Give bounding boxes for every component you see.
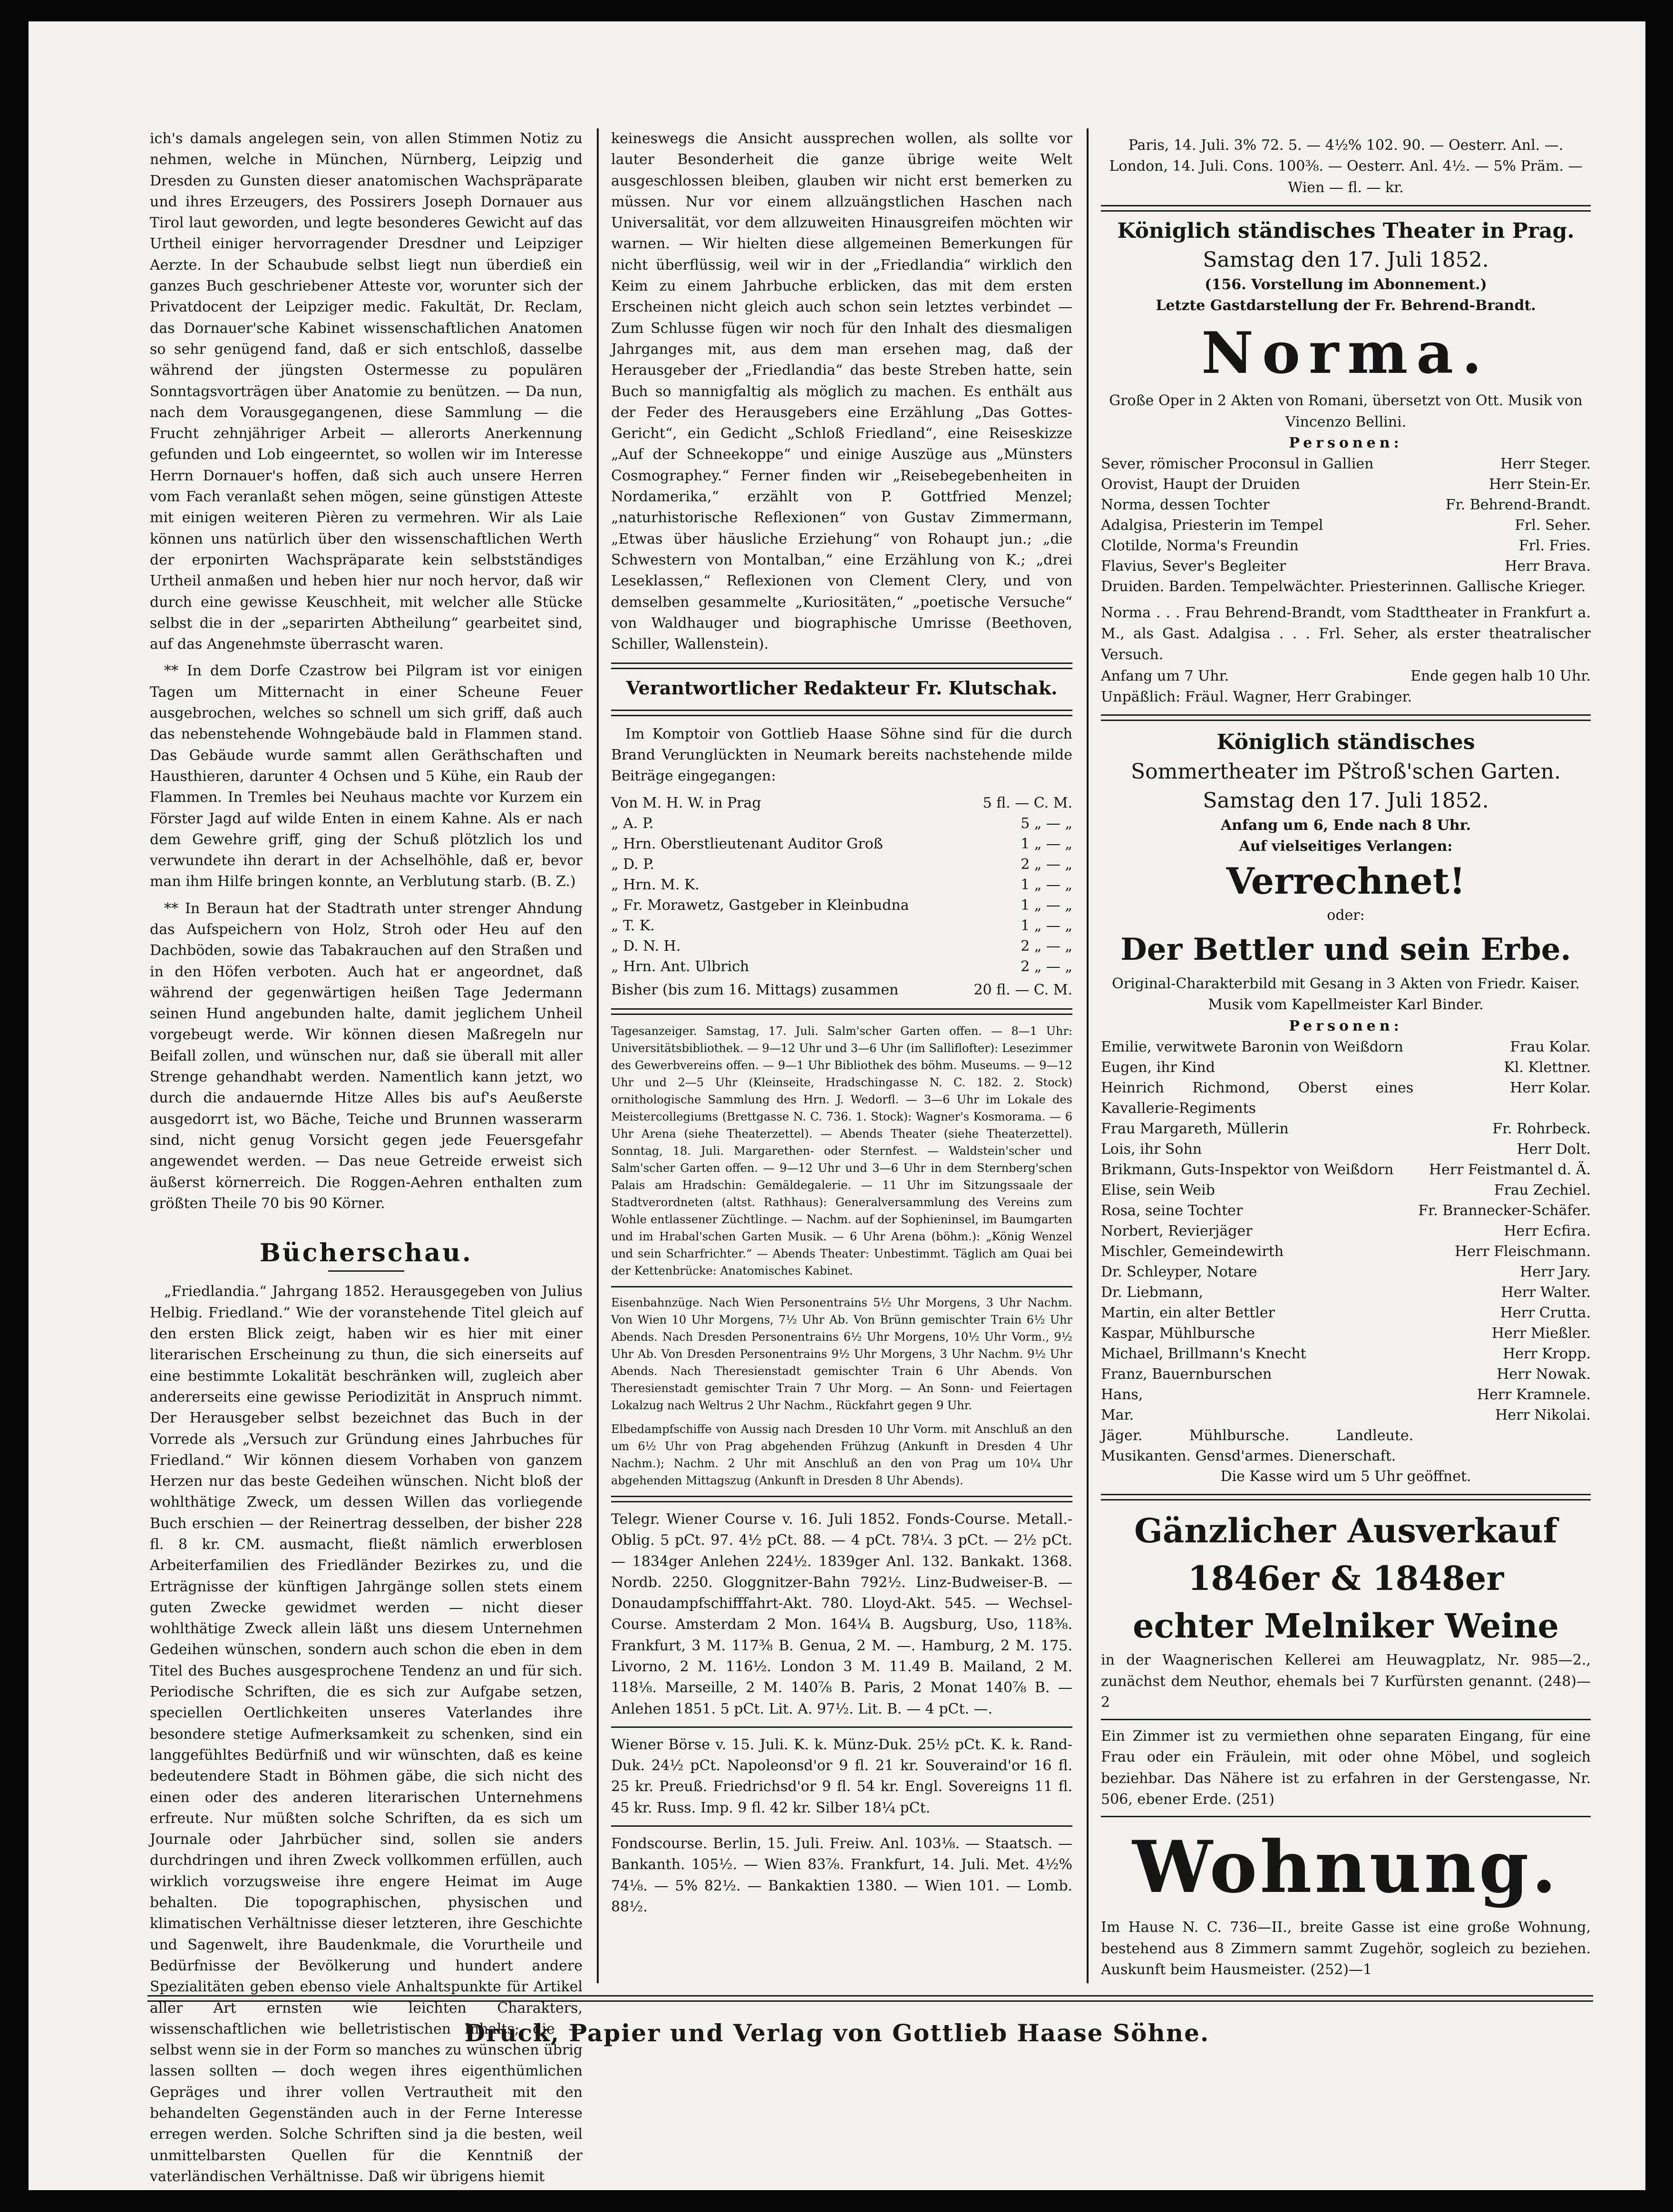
times: Anfang um 6, Ende nach 8 Uhr. [1220,817,1471,834]
cast-row: Dr. Schleyper, Notare Herr Jary. [1101,1263,1591,1280]
cast-row: Norma, dessen Tochter Fr. Behrend-Brandt. [1101,497,1591,514]
request-note: Auf vielseitiges Verlangen: [1239,838,1453,855]
daily-notices: Tagesanzeiger. Samstag, 17. Juli. Salm'scher Garten offen. — 8—1 Uhr: Universitätsbibliothek. — 9—12 Uhr und 3—6 Uhr (im Salliflofter): Lesezimmer des Gewerbvereins offen. — 9—1 Uhr Bibliothek des böhm. Museums. — 9—12 Uhr und 2—5 Uhr (Kleinseite, Hradschingasse N. C. 182. 2. Stock) ornithologische Sammlung des Hrn. J. Wedorfl. — 3—6 Uhr im Lokale des Meistercollegiums (Brettgasse N. C. 736. 1. Stock): Wagner's Kosmorama. — 6 Uhr Arena (siehe Theaterzettel). — Abends Theater (siehe Theaterzettel). Sonntag, 18. Juli. Margarethen- oder Sternfest. — Waldstein'scher und Salm'scher Garten offen. — 9—12 Uhr und 3—6 Uhr in dem Sternberg'schen Palais am Hradschin: Gemäldegalerie. — 11 Uhr im Sitzungssaale der Stadtverordneten (altst. Rathhaus): Generalversammlung des Vereins zum Wohle entlassener Züchtlinge. — Nachm. auf der Sophieninsel, im Baumgarten und im Hrabal'schen Garten Musik. — 6 Uhr Arena (böhm.): „König Wenzel und sein Scharfrichter.“ — Abends Theater: Unbestimmt. Täglich am Quai bei der Kettenbrücke: Anatomisches Kabinet. [611,1024,1072,1277]
cast-row: Flavius, Sever's Begleiter Herr Brava. [1101,558,1591,575]
donation-row: „ Hrn. Ant. Ulbrich 2 „ — „ [611,958,1072,975]
foreign-exchange: Paris, 14. Juli. 3% 72. 5. — 4½% 102. 90. — Oesterr. Anl. —. London, 14. Juli. Cons. 100⅜. — Oesterr. Anl. 4½. — 5% Präm. — Wien — fl. — kr. [1109,137,1583,196]
guest-info: Norma . . . Frau Behrend-Brandt, vom Stadttheater in Frankfurt a. M., als Gast. Adalgisa . . . Frl. Seher, als erster theatralischer Versuch. [1101,604,1591,663]
cast-list [1101,454,1591,576]
performance-date-2: Samstag den 17. Juli 1852. [1203,789,1489,813]
rule [1101,1494,1591,1501]
theater-name-2: Königlich ständisches [1216,730,1475,755]
cast-row: Sever, römischer Proconsul in Gallien Herr Steger. [1101,456,1591,473]
rule [611,1008,1072,1015]
theater-name: Königlich ständisches Theater in Prag. [1117,218,1575,243]
donation-row: „ Hrn. M. K. 1 „ — „ [611,876,1072,893]
vienna-exchange: Wiener Börse v. 15. Juli. K. k. Münz-Duk. 25½ pCt. K. k. Rand-Duk. 24½ pCt. Napoleonsd'or 9 fl. 21 kr. Souveraind'or 16 fl. 25 kr. Preuß. Friedrichsd'or 9 fl. 54 kr. Engl. Sovereigns 11 fl. 45 kr. Russ. Imp. 9 fl. 42 kr. Silber 18¼ pCt. [611,1736,1072,1816]
article-continued: keineswegs die Ansicht aussprechen wollen, als sollte vor lauter Besonderheit die ganze übrige weite Welt ausgeschlossen bleiben, glauben wir nicht erst bemerken zu müssen. Nur vor einem allzuängstlichen Haschen nach Universalität, vor dem allzuweiten Hinausgreifen möchten wir warnen. — Wir hielten diese allgemeinen Bemerkungen für nicht überflüssig, weil wir in der „Friedlandia“ wirklich den Keim zu einem Jahrbuche erblicken, das mit dem ersten Erscheinen nicht gleich auch schon sein letztes verbindet — Zum Schlusse fügen wir noch für den Inhalt des diesmaligen Jahrganges mit, aus dem man ersehen mag, daß der Herausgeber der „Friedlandia“ das beste Streben hatte, sein Buch so mannigfaltig als möglich zu machen. Es enthält aus der Feder des Herausgebers eine Erzählung „Das Gottes-Gericht“, ein Gedicht „Schloß Friedland“, eine Reiseskizze „Auf der Schneekoppe“ und einige Auszüge aus „Münsters Cosmographey.“ Ferner finden wir „Reisebegebenheiten in Nordamerika,“ erzählt von P. Gottfried Menzel; „naturhistorische Reflexionen“ von Gustav Zimmermann, „Etwas über häusliche Erziehung“ von Rohaupt jun.; „die Schwestern von Montalban,“ eine Erzählung von K.; „drei Leseklassen,“ Reflexionen von Clement Clery, und von demselben gesammelte „Kuriositäten,“ „poetische Versuche“ von Waldhauger und biographische Umrisse (Beethoven, Schiller, Wallenstein). [611,130,1072,653]
rule [611,1286,1072,1287]
editor-line: Verantwortlicher Redakteur Fr. Klutschak. [626,677,1058,699]
news-item: ** In Beraun hat der Stadtrath unter strenger Ahndung das Aufspeichern von Holz, Stroh oder Heu auf den Dachböden, sowie das Tabakrauchen auf den Straßen und in den Höfen verboten. Auch hat er angeordnet, daß während der gegenwärtigen heißen Tage Jedermann seinen Hund angebunden halte, damit jeglichem Unheil vorgebeugt werde. Wir können diesen Maßregeln nur Beifall zollen, und wünschen nur, daß sie überall mit aller Strenge gehandhabt werden. Namentlich kann jetzt, wo durch die andauernde Hitze Alles bis auf's Aeußerste ausgedorrt ist, wo Bäche, Teiche und Brunnen wasserarm sind, nicht genug Vorsicht gegen jede Feuersgefahr angewendet werden. — Das neue Getreide erweist sich äußerst körnerreich. Die Roggen-Aehren enthalten zum größten Theile 70 bis 90 Körner. [150,900,583,1212]
performance-date: Samstag den 17. Juli 1852. [1203,247,1489,272]
start-end-times: Anfang um 7 Uhr. Ende gegen halb 10 Uhr. [1101,667,1591,684]
donation-row: „ Fr. Morawetz, Gastgeber in Kleinbudna 1 „ — „ [611,896,1072,914]
cast-row: Jäger. Mühlbursche. Landleute. Musikanten. Gensd'armes. Dienerschaft. [1101,1427,1414,1464]
cast-row: Frau Margareth, Müllerin Fr. Rohrbeck. [1101,1120,1591,1137]
sick-note: Unpäßlich: Fräul. Wagner, Herr Grabinger. [1101,688,1412,705]
column-rule-2 [1087,128,1089,1983]
right-column [1101,128,1591,1980]
cast-row: Brikmann, Guts-Inspektor von Weißdorn Herr Feistmantel d. Ä. [1101,1161,1591,1178]
newspaper-page [29,21,1645,2190]
rule [611,1825,1072,1827]
cast-extra: Druiden. Barden. Tempelwächter. Priesterinnen. Gallische Krieger. [1101,578,1586,595]
donation-row: „ D. N. H. 2 „ — „ [611,937,1072,955]
cast-row: Lois, ihr Sohn Herr Dolt. [1101,1140,1591,1158]
play-title: Norma. [1201,320,1490,387]
rule [1101,1719,1591,1720]
apartment-text: Im Hause N. C. 736—II., breite Gasse ist eine große Wohnung, bestehend aus 8 Zimmern sammt Zugehör, sogleich zu beziehen. Auskunft beim Hausmeister. (252)—1 [1101,1919,1591,1978]
cast-heading: Personen: [1289,435,1403,452]
heading-rule [328,1270,404,1272]
play-subtitle: Große Oper in 2 Akten von Romani, übersetzt von Ott. Musik von Vincenzo Bellini. [1109,392,1583,430]
cast-row: Emilie, verwitwete Baronin von Weißdorn Frau Kolar. [1101,1038,1591,1055]
book-review: „Friedlandia.“ Jahrgang 1852. Herausgegeben von Julius Helbig. Friedland.“ Wie der voranstehende Titel gleich auf den ersten Blick zeigt, haben wir es hier mit einer literarischen Erscheinung zu thun, die sich einerseits auf eine bestimmte Lokalität beschränken will, zugleich aber andererseits eine gewisse Periodizität in Anspruch nimmt. Der Herausgeber selbst bezeichnet das Buch in der Vorrede als „Versuch zur Gründung eines Jahrbuches für Friedland.“ Wir können diesem Vorhaben von ganzem Herzen nur das beste Gedeihen wünschen. Nicht bloß der wohlthätige Zweck, um dessen Willen das vorliegende Buch erschien — der Reinertrag desselben, der bisher 228 fl. 8 kr. CM. ausmacht, fließt nämlich erwerblosen Arbeiterfamilien des Friedländer Bezirkes zu, und die Erträgnisse der künftigen Jahrgänge sollen stets einem guten Zwecke gewidmet werden — nicht dieser wohlthätige Zweck allein läßt uns diesem Unternehmen Gedeihen wünschen, sondern auch schon die eben in dem Titel des Buches ausgesprochene Tendenz an und für sich. Periodische Schriften, die es sich zur Aufgabe setzen, speciellen Oertlichkeiten unseres Vaterlandes ihre besondere stetige Aufmerksamkeit zu schenken, sind ein langgefühltes Bedürfniß und wir wünschten, daß es keine bedeutendere Stadt in Böhmen gäbe, die sich nicht des einen oder des anderen literarischen Unternehmens erfreute. Nur müßten solche Schriften, da es sich um Journale oder Jahrbücher sind, sollen sie anders durchdringen und ihren Zweck vollkommen erfüllen, auch wirklich vorzugsweise ihre engere Heimat im Auge behalten. Die topographischen, physischen und klimatischen Verhältnisse dieser letzteren, ihre Geschichte und Sagenwelt, ihre Baudenkmale, die Vorurtheile und Bedürfnisse der Bevölkerung und hundert andere Spezialitäten geben ebenso viele Anhaltspunkte für Artikel aller Art ernsten wie leichten Charakters, wissenschaftlichen wie belletristischen Inhalts; die — selbst wenn sie in der Form so manches zu wünschen übrig lassen sollten — doch wegen ihres eigenthümlichen Gepräges und ihrer vollen Vertrautheit mit den behandelten Gegenständen auch in der Ferne Interesse erregen werden. Solche Schriften sind ja die besten, weil unmittelbarsten Quellen für die Kenntniß der vaterländischen Verhältnisse. Daß wir übrigens hiemit [150,1283,583,2185]
cast-row: Heinrich Richmond, Oberst eines Kavallerie-Regiments Herr Kolar. [1101,1079,1591,1117]
rule [611,663,1072,669]
rule [611,710,1072,716]
sale-years: 1846er & 1848er [1187,1559,1504,1598]
donation-table [611,793,1072,977]
rule [1101,1816,1591,1817]
cast-row: Adalgisa, Priesterin im Tempel Frl. Seher. [1101,517,1591,534]
cast-row: Michael, Brillmann's Knecht Herr Kropp. [1101,1345,1591,1362]
middle-column [611,128,1072,1924]
room-ad: Ein Zimmer ist zu vermiethen ohne separaten Eingang, für eine Frau oder ein Fräulein, mit oder ohne Möbel, und sogleich beziehbar. Das Nähere ist zu erfahren in der Gerstengasse, Nr. 506, ebener Erde. (251) [1101,1728,1591,1808]
donation-row: „ T. K. 1 „ — „ [611,917,1072,934]
donation-total: Bisher (bis zum 16. Mittags) zusammen 20 fl. — C. M. [611,981,1072,998]
rule [1101,714,1591,721]
article-continued: ich's damals angelegen sein, von allen Stimmen Notiz zu nehmen, welche in München, Nürnberg, Leipzig und Dresden zu Gunsten dieser anatomischen Wachspräparate und ihres Erzeugers, des Possirers Joseph Dornauer aus Tirol laut geworden, und legte besonderes Gewicht auf das Urtheil einiger hervorragender Dresdner und Leipziger Aerzte. In der Schaubude selbst liegt nun überdieß ein ganzes Buch geschriebener Atteste vor, worunter sich der Privatdocent der Leipziger medic. Fakultät, Dr. Reclam, das Dornauer'sche Kabinet wissenschaftlichen Anatomen so sehr genügend fand, daß er sich entschloß, dasselbe während der jüngsten Ostermesse zu populären Sonntagsvorträgen über Anatomie zu benützen. — Da nun, nach dem Vorausgegangenen, diese Sammlung — die Frucht zehnjähriger Arbeit — allerorts Anerkennung gefunden und Lob eingeerntet, so wollen wir im Interesse Herrn Dornauer's hoffen, daß sich auch unsere Herren vom Fach veranlaßt sehen mögen, seine günstigen Atteste mit einigen weiteren Pièren zu vermehren. Wir als Laie können uns natürlich über den wissenschaftlichen Werth der erponirten Wachspräparate kein selbstständiges Urtheil anmaßen und heben hier nur noch hervor, daß wir durch eine gewisse Keuschheit, mit welcher alle Stücke selbst die in der „separirten Abtheilung“ gearbeitet sind, auf das Angenehmste überrascht waren. [150,130,583,653]
news-item: ** In dem Dorfe Czastrow bei Pilgram ist vor einigen Tagen um Mitternacht in einer Scheune Feuer ausgebrochen, welches so schnell um sich griff, daß auch das nebenstehende Wohngebäude bald in Flammen stand. Das Gebäude wurde sammt allen Geräthschaften und Hausthieren, darunter 4 Ochsen und 5 Kühe, ein Raub der Flammen. In Tremles bei Neuhaus machte vor Kurzem ein Förster Jagd auf wilde Enten in einem Kahne. Als er nach dem Gewehre griff, ging der Schuß plötzlich los und verwundete ihn derart in der Achselhöhle, daß er, bevor man ihm Hilfe bringen konnte, an Verblutung starb. (B. Z.) [150,663,583,890]
cast-heading-2: Personen: [1289,1017,1403,1034]
donation-row: „ A. P. 5 „ — „ [611,815,1072,832]
cast-row: Kaspar, Mühlbursche Herr Mießler. [1101,1325,1591,1342]
box-office-note: Die Kasse wird um 5 Uhr geöffnet. [1220,1468,1471,1485]
cast-row: Rosa, seine Tochter Fr. Brannecker-Schäfer. [1101,1202,1591,1219]
donation-intro: Im Komptoir von Gottlieb Haase Söhne sind für die durch Brand Verunglückten in Neumark bereits nachstehende milde Beiträge eingegangen: [611,725,1072,785]
cast-row: Hans, Herr Kramnele. [1101,1386,1591,1403]
rule [611,1496,1072,1502]
donation-row: Von M. H. W. in Prag 5 fl. — C. M. [611,794,1072,811]
play-title-2b: Der Bettler und sein Erbe. [1120,932,1571,968]
column-rule-1 [597,128,599,1983]
cast-row: Dr. Liebmann, Herr Walter. [1101,1284,1591,1301]
rule [611,1726,1072,1728]
play-subtitle-2: Original-Charakterbild mit Gesang in 3 Akten von Friedr. Kaiser. Musik vom Kapellmeister Karl Binder. [1112,975,1580,1013]
cast-row: Mar. Herr Nikolai. [1101,1406,1591,1423]
apartment-heading: Wohnung. [1132,1825,1559,1910]
or-label: oder: [1327,906,1365,924]
vienna-courses: Telegr. Wiener Course v. 16. Juli 1852. Fonds-Course. Metall.-Oblig. 5 pCt. 97. 4½ pCt. 88. — 4 pCt. 78¼. 3 pCt. — 2½ pCt. — 1834ger Anlehen 224½. 1839ger Anl. 132. Bankakt. 1368. Nordb. 2250. Gloggnitzer-Bahn 792½. Linz-Budweiser-B. — Donaudampfschifffahrt-Akt. 780. Lloyd-Akt. 545. — Wechsel-Course. Amsterdam 2 Mon. 164¼ B. Augsburg, Uso, 118⅜. Frankfurt, 3 M. 117⅜ B. Genua, 2 M. —. Hamburg, 2 M. 175. Livorno, 2 M. 116½. London 3 M. 11.49 B. Mailand, 2 M. 118⅛. Marseille, 2 M. 140⅞ B. Paris, 2 Monat 140⅞ B. — Anlehen 1851. 5 pCt. Lit. A. 97½. Lit. B. — 4 pCt. —. [611,1510,1072,1717]
sale-text: in der Waagnerischen Kellerei am Heuwagplatz, Nr. 985—2., zunächst dem Neuthor, ehemals bei 7 Kurfürsten genannt. (248)—2 [1101,1652,1591,1711]
theater-venue: Sommertheater im Pštroß'schen Garten. [1130,760,1561,784]
section-heading: Bücherschau. [259,1238,473,1268]
rule [1101,205,1591,212]
cast-row: Franz, Bauernburschen Herr Nowak. [1101,1365,1591,1383]
cast-row: Norbert, Revierjäger Herr Ecfira. [1101,1222,1591,1239]
donation-row: „ D. P. 2 „ — „ [611,856,1072,873]
left-column [150,128,583,2190]
guest-note: Letzte Gastdarstellung der Fr. Behrend-Brandt. [1156,297,1536,314]
cast-row: Mischler, Gemeindewirth Herr Fleischmann. [1101,1243,1591,1260]
cast-row: Clotilde, Norma's Freundin Frl. Fries. [1101,537,1591,555]
railway-schedule: Eisenbahnzüge. Nach Wien Personentrains 5½ Uhr Morgens, 3 Uhr Nachm. Von Wien 10 Uhr Morgens, 7½ Uhr Ab. Von Brünn gemischter Train 6½ Uhr Abends. Nach Dresden Personentrains 6½ Uhr Morgens, 10½ Uhr Vorm., 9½ Uhr Ab. Von Dresden Personentrains 9½ Uhr Morgens, 3 Uhr Nachm. 9½ Uhr Abends. Nach Theresienstadt gemischter Train 6 Uhr Abends. Von Theresienstadt gemischter Train 7 Uhr Morg. — An Sonn- und Feiertagen Lokalzug nach Weltrus 2 Uhr Nachm., Rückfahrt gegen 9 Uhr. [611,1296,1072,1412]
sale-wine: echter Melniker Weine [1132,1606,1559,1646]
cast-row: Martin, ein alter Bettler Herr Crutta. [1101,1304,1591,1321]
cast-row: Eugen, ihr Kind Kl. Klettner. [1101,1059,1591,1076]
donation-row: „ Hrn. Oberstlieutenant Auditor Groß 1 „ — „ [611,835,1072,852]
imprint: Druck, Papier und Verlag von Gottlieb Haase Söhne. [464,2019,1210,2047]
funds-courses: Fondscourse. Berlin, 15. Juli. Freiw. Anl. 103⅛. — Staatsch. — Bankanth. 105½. — Wien 83⅞. Frankfurt, 14. Juli. Met. 4½% 74⅛. — 5% 82½. — Bankaktien 1380. — Wien 101. — Lomb. 88½. [611,1835,1072,1915]
cast-list-2 [1101,1037,1591,1466]
performance-note: (156. Vorstellung im Abonnement.) [1205,276,1487,293]
sale-heading: Gänzlicher Ausverkauf [1134,1511,1557,1551]
steamship-schedule: Elbedampfschiffe von Aussig nach Dresden 10 Uhr Vorm. mit Anschluß an den um 6½ Uhr von Prag abgehenden Frühzug (Ankunft in Dresden 4 Uhr Nachm.); Nachm. 2 Uhr mit Anschluß an den von Prag um 10¼ Uhr abgehenden Mittagszug (Ankunft in Dresden 8 Uhr Abends). [611,1422,1072,1487]
play-title-2: Verrechnet! [1226,859,1466,902]
cast-row: Orovist, Haupt der Druiden Herr Stein-Er. [1101,476,1591,493]
cast-row: Elise, sein Weib Frau Zechiel. [1101,1181,1591,1199]
